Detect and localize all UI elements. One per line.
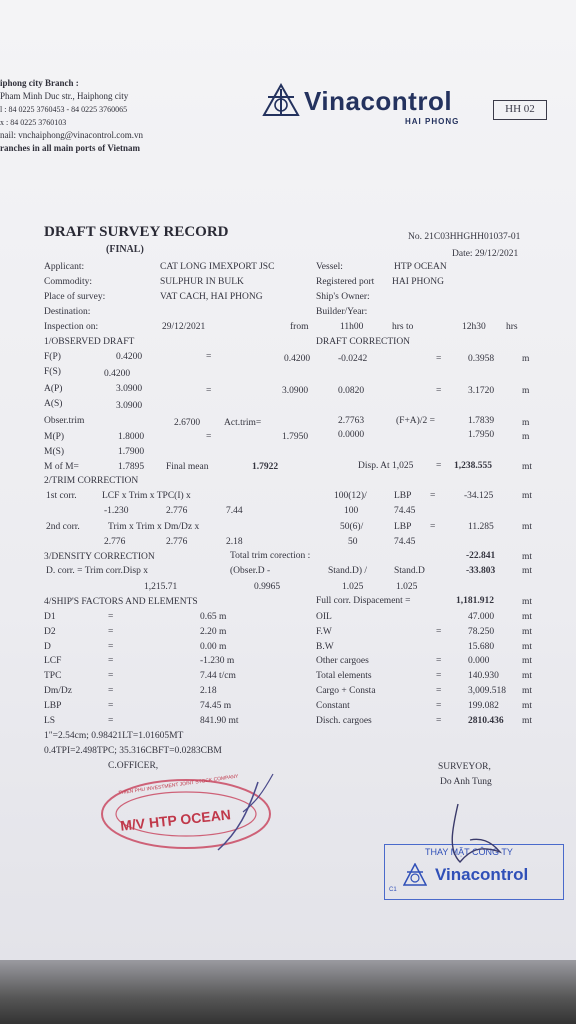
element-label: B.W bbox=[316, 641, 334, 652]
full-corr-value: 1,181.912 bbox=[456, 596, 494, 606]
factor-label: D bbox=[44, 641, 51, 652]
from-time: 11h00 bbox=[340, 322, 364, 332]
document-subtitle: (FINAL) bbox=[106, 244, 144, 255]
equals: = bbox=[206, 432, 212, 442]
label: M(P) bbox=[44, 432, 65, 442]
logo-subtitle: HAI PHONG bbox=[405, 117, 460, 126]
unit: mt bbox=[522, 552, 533, 562]
unit: m bbox=[522, 432, 530, 442]
section-title: DRAFT CORRECTION bbox=[316, 337, 411, 347]
element-value: 15.680 bbox=[468, 641, 495, 652]
factor-equals: = bbox=[108, 626, 114, 637]
factor-value: 74.45 m bbox=[200, 700, 232, 711]
factor-value: 2.20 m bbox=[200, 626, 227, 637]
element-equals: = bbox=[436, 700, 442, 711]
equals: = bbox=[436, 354, 442, 364]
value: 1.025 bbox=[396, 582, 418, 592]
value: 50(6)/ bbox=[340, 522, 364, 532]
factor-value: 7.44 t/cm bbox=[200, 671, 236, 682]
form-code: HH 02 bbox=[505, 103, 535, 115]
unit: m bbox=[522, 386, 530, 396]
value: 74.45 bbox=[394, 506, 416, 516]
value: LBP bbox=[394, 522, 412, 532]
element-label: Other cargoes bbox=[316, 656, 369, 667]
ship-stamp-ring-text: THIEN PHU INVESTMENT JOINT STOCK COMPANY bbox=[118, 773, 239, 797]
label: Total trim corection : bbox=[230, 551, 311, 561]
value: 1.7950 bbox=[468, 430, 495, 440]
note: 1"=2.54cm; 0.98421LT=1.01605MT bbox=[44, 731, 184, 741]
note: 0.4TPI=2.498TPC; 35.316CBFT=0.0283CBM bbox=[44, 746, 222, 756]
label: Vessel: bbox=[316, 262, 343, 272]
commodity-value: SULPHUR IN BULK bbox=[160, 277, 244, 287]
branch-line: nail: vnchaiphong@vinacontrol.com.vn bbox=[0, 130, 144, 140]
element-value: 140.930 bbox=[468, 671, 499, 682]
element-equals: = bbox=[436, 715, 442, 726]
label: (F+A)/2 = bbox=[396, 416, 435, 426]
label: from bbox=[290, 322, 309, 332]
label: F(P) bbox=[44, 352, 61, 362]
stamp-title: THAY MẶT CÔNG TY bbox=[425, 847, 513, 857]
value: 1.8000 bbox=[118, 432, 145, 442]
formula: LCF x Trim x TPC(I) x bbox=[102, 491, 191, 501]
label: 2nd corr. bbox=[46, 522, 80, 532]
value: 100(12)/ bbox=[334, 491, 367, 501]
equals: = bbox=[206, 352, 212, 362]
branch-line: l : 84 0225 3760453 - 84 0225 3760065 bbox=[0, 105, 128, 114]
element-unit: mt bbox=[522, 671, 533, 682]
factor-equals: = bbox=[108, 656, 114, 667]
value: -0.0242 bbox=[338, 354, 368, 364]
element-unit: mt bbox=[522, 641, 533, 652]
label: F(S) bbox=[44, 367, 61, 377]
element-unit: mt bbox=[522, 656, 533, 667]
factor-value: 841.90 mt bbox=[200, 715, 239, 726]
element-unit: mt bbox=[522, 626, 533, 637]
branch-line: ranches in all main ports of Vietnam bbox=[0, 143, 141, 153]
factor-equals: = bbox=[108, 612, 114, 622]
surveyor-name: Do Anh Tung bbox=[440, 777, 492, 787]
value: 3.1720 bbox=[468, 386, 495, 396]
element-label: F.W bbox=[316, 626, 332, 637]
label: Applicant: bbox=[44, 262, 85, 272]
value: 7.44 bbox=[226, 506, 243, 516]
branch-line: Pham Minh Duc str., Haiphong city bbox=[0, 91, 129, 101]
unit: mt bbox=[522, 522, 533, 532]
value: -34.125 bbox=[464, 491, 494, 501]
element-unit: mt bbox=[522, 612, 533, 622]
label: A(P) bbox=[44, 384, 63, 394]
value: 50 bbox=[348, 537, 358, 547]
label: Inspection on: bbox=[44, 322, 99, 332]
surveyor-label: SURVEYOR, bbox=[438, 762, 491, 772]
label: (Obser.D - bbox=[230, 566, 271, 576]
formula: Trim x Trim x Dm/Dz x bbox=[108, 522, 200, 532]
factor-label: LS bbox=[44, 715, 56, 726]
factor-value: -1.230 m bbox=[200, 656, 235, 667]
value: 2.18 bbox=[226, 537, 243, 547]
place-value: VAT CACH, HAI PHONG bbox=[160, 292, 263, 302]
element-value: 199.082 bbox=[468, 700, 499, 711]
document-number: No. 21C03HHGHH01037-01 bbox=[408, 232, 521, 242]
element-value: 2810.436 bbox=[468, 715, 504, 726]
stamp-logo-text: Vinacontrol bbox=[435, 865, 529, 884]
branch-line: x : 84 0225 3760103 bbox=[0, 118, 67, 127]
stamp-code: C1 bbox=[389, 887, 397, 893]
vinacontrol-logo-icon bbox=[403, 863, 427, 887]
ship-stamp-text: M/V HTP OCEAN bbox=[119, 806, 232, 834]
value: 0.3958 bbox=[468, 354, 495, 364]
element-label: Total elements bbox=[316, 671, 372, 682]
registered-value: HAI PHONG bbox=[392, 277, 444, 287]
value: 2.776 bbox=[104, 537, 126, 547]
inspection-date: 29/12/2021 bbox=[162, 322, 206, 332]
label: Destination: bbox=[44, 307, 91, 317]
unit: m bbox=[522, 418, 530, 428]
label: Obser.trim bbox=[44, 416, 85, 426]
factor-label: D1 bbox=[44, 612, 56, 622]
label: Full corr. Dispacement = bbox=[316, 596, 411, 606]
equals: = bbox=[430, 491, 436, 501]
element-label: Cargo + Consta bbox=[316, 686, 376, 696]
label: Stand.D bbox=[394, 566, 425, 576]
factor-equals: = bbox=[108, 671, 114, 682]
label: Builder/Year: bbox=[316, 307, 368, 317]
document-title: DRAFT SURVEY RECORD bbox=[44, 224, 229, 240]
value: 3.0900 bbox=[116, 401, 143, 411]
factor-equals: = bbox=[108, 641, 114, 652]
factor-equals: = bbox=[108, 700, 114, 711]
element-equals: = bbox=[436, 626, 442, 637]
element-label: Disch. cargoes bbox=[316, 715, 372, 726]
element-label: OIL bbox=[316, 612, 332, 622]
value: 1.7900 bbox=[118, 447, 145, 457]
label: hrs bbox=[506, 322, 518, 332]
factor-value: 0.65 m bbox=[200, 612, 227, 622]
document-date: Date: 29/12/2021 bbox=[452, 249, 519, 259]
surveyor-signature-icon bbox=[430, 800, 520, 870]
label: M(S) bbox=[44, 447, 65, 457]
final-mean-value: 1.7922 bbox=[252, 462, 279, 472]
value: 0.0000 bbox=[338, 430, 365, 440]
value: 1.7950 bbox=[282, 432, 309, 442]
value: 1,215.71 bbox=[144, 582, 178, 592]
label: Act.trim= bbox=[224, 418, 262, 428]
element-label: Constant bbox=[316, 700, 350, 711]
element-equals: = bbox=[436, 671, 442, 682]
vinacontrol-logo-icon bbox=[262, 83, 300, 117]
factor-label: D2 bbox=[44, 626, 56, 637]
label: 1st corr. bbox=[46, 491, 77, 501]
element-equals: = bbox=[436, 656, 442, 667]
value: 2.6700 bbox=[174, 418, 201, 428]
element-equals: = bbox=[436, 686, 442, 696]
section-title: 4/SHIP'S FACTORS AND ELEMENTS bbox=[44, 597, 198, 607]
element-value: 0.000 bbox=[468, 656, 490, 667]
unit: mt bbox=[522, 491, 533, 501]
element-unit: mt bbox=[522, 715, 533, 726]
desk-background bbox=[0, 960, 576, 1024]
section-title: 2/TRIM CORRECTION bbox=[44, 476, 139, 486]
form-code-box bbox=[493, 100, 547, 120]
to-time: 12h30 bbox=[462, 322, 486, 332]
label: Commodity: bbox=[44, 277, 93, 287]
factor-equals: = bbox=[108, 686, 114, 696]
density-result: -33.803 bbox=[466, 566, 496, 576]
section-title: 3/DENSITY CORRECTION bbox=[44, 552, 155, 562]
value: LBP bbox=[394, 491, 412, 501]
element-value: 47.000 bbox=[468, 612, 495, 622]
value: 74.45 bbox=[394, 537, 416, 547]
factor-value: 2.18 bbox=[200, 686, 217, 696]
label: Ship's Owner: bbox=[316, 292, 370, 302]
unit: mt bbox=[522, 462, 533, 472]
label: Registered port bbox=[316, 277, 375, 287]
label: hrs to bbox=[392, 322, 414, 332]
element-unit: mt bbox=[522, 686, 533, 696]
label: Final mean bbox=[166, 462, 209, 472]
total-trim-value: -22.841 bbox=[466, 551, 496, 561]
applicant-value: CAT LONG IMEXPORT JSC bbox=[160, 262, 275, 272]
value: 2.776 bbox=[166, 506, 188, 516]
unit: m bbox=[522, 354, 530, 364]
value: 0.0820 bbox=[338, 386, 365, 396]
value: 1.7839 bbox=[468, 416, 495, 426]
label: A(S) bbox=[44, 399, 63, 409]
value: 2.776 bbox=[166, 537, 188, 547]
vessel-value: HTP OCEAN bbox=[394, 262, 447, 272]
element-value: 3,009.518 bbox=[468, 686, 506, 696]
formula: D. corr. = Trim corr.Disp x bbox=[46, 566, 148, 576]
value: 0.9965 bbox=[254, 582, 281, 592]
label: M of M= bbox=[44, 462, 79, 472]
unit: mt bbox=[522, 597, 533, 607]
displacement-value: 1,238.555 bbox=[454, 461, 492, 471]
value: 1.7895 bbox=[118, 462, 145, 472]
section-title: 1/OBSERVED DRAFT bbox=[44, 337, 135, 347]
branch-line: iphong city Branch : bbox=[0, 78, 79, 88]
element-value: 78.250 bbox=[468, 626, 495, 637]
value: 0.4200 bbox=[116, 352, 143, 362]
equals: = bbox=[436, 461, 442, 471]
value: 3.0900 bbox=[282, 386, 309, 396]
value: -1.230 bbox=[104, 506, 129, 516]
label: Place of survey: bbox=[44, 292, 106, 302]
factor-label: LCF bbox=[44, 656, 62, 667]
value: 2.7763 bbox=[338, 416, 365, 426]
value: 0.4200 bbox=[104, 369, 131, 379]
factor-label: Dm/Dz bbox=[44, 686, 72, 696]
element-unit: mt bbox=[522, 700, 533, 711]
logo-text: Vinacontrol bbox=[304, 86, 453, 116]
label: Stand.D) / bbox=[328, 566, 368, 576]
equals: = bbox=[436, 386, 442, 396]
value: 0.4200 bbox=[284, 354, 311, 364]
factor-label: TPC bbox=[44, 671, 62, 682]
factor-equals: = bbox=[108, 715, 114, 726]
officer-label: C.OFFICER, bbox=[108, 761, 159, 771]
unit: mt bbox=[522, 566, 533, 576]
value: 100 bbox=[344, 506, 359, 516]
equals: = bbox=[430, 522, 436, 532]
equals: = bbox=[206, 386, 212, 396]
value: 3.0900 bbox=[116, 384, 143, 394]
factor-label: LBP bbox=[44, 700, 62, 711]
factor-value: 0.00 m bbox=[200, 641, 227, 652]
value: 11.285 bbox=[468, 522, 494, 532]
value: 1.025 bbox=[342, 582, 364, 592]
label: Disp. At 1,025 bbox=[358, 461, 414, 471]
